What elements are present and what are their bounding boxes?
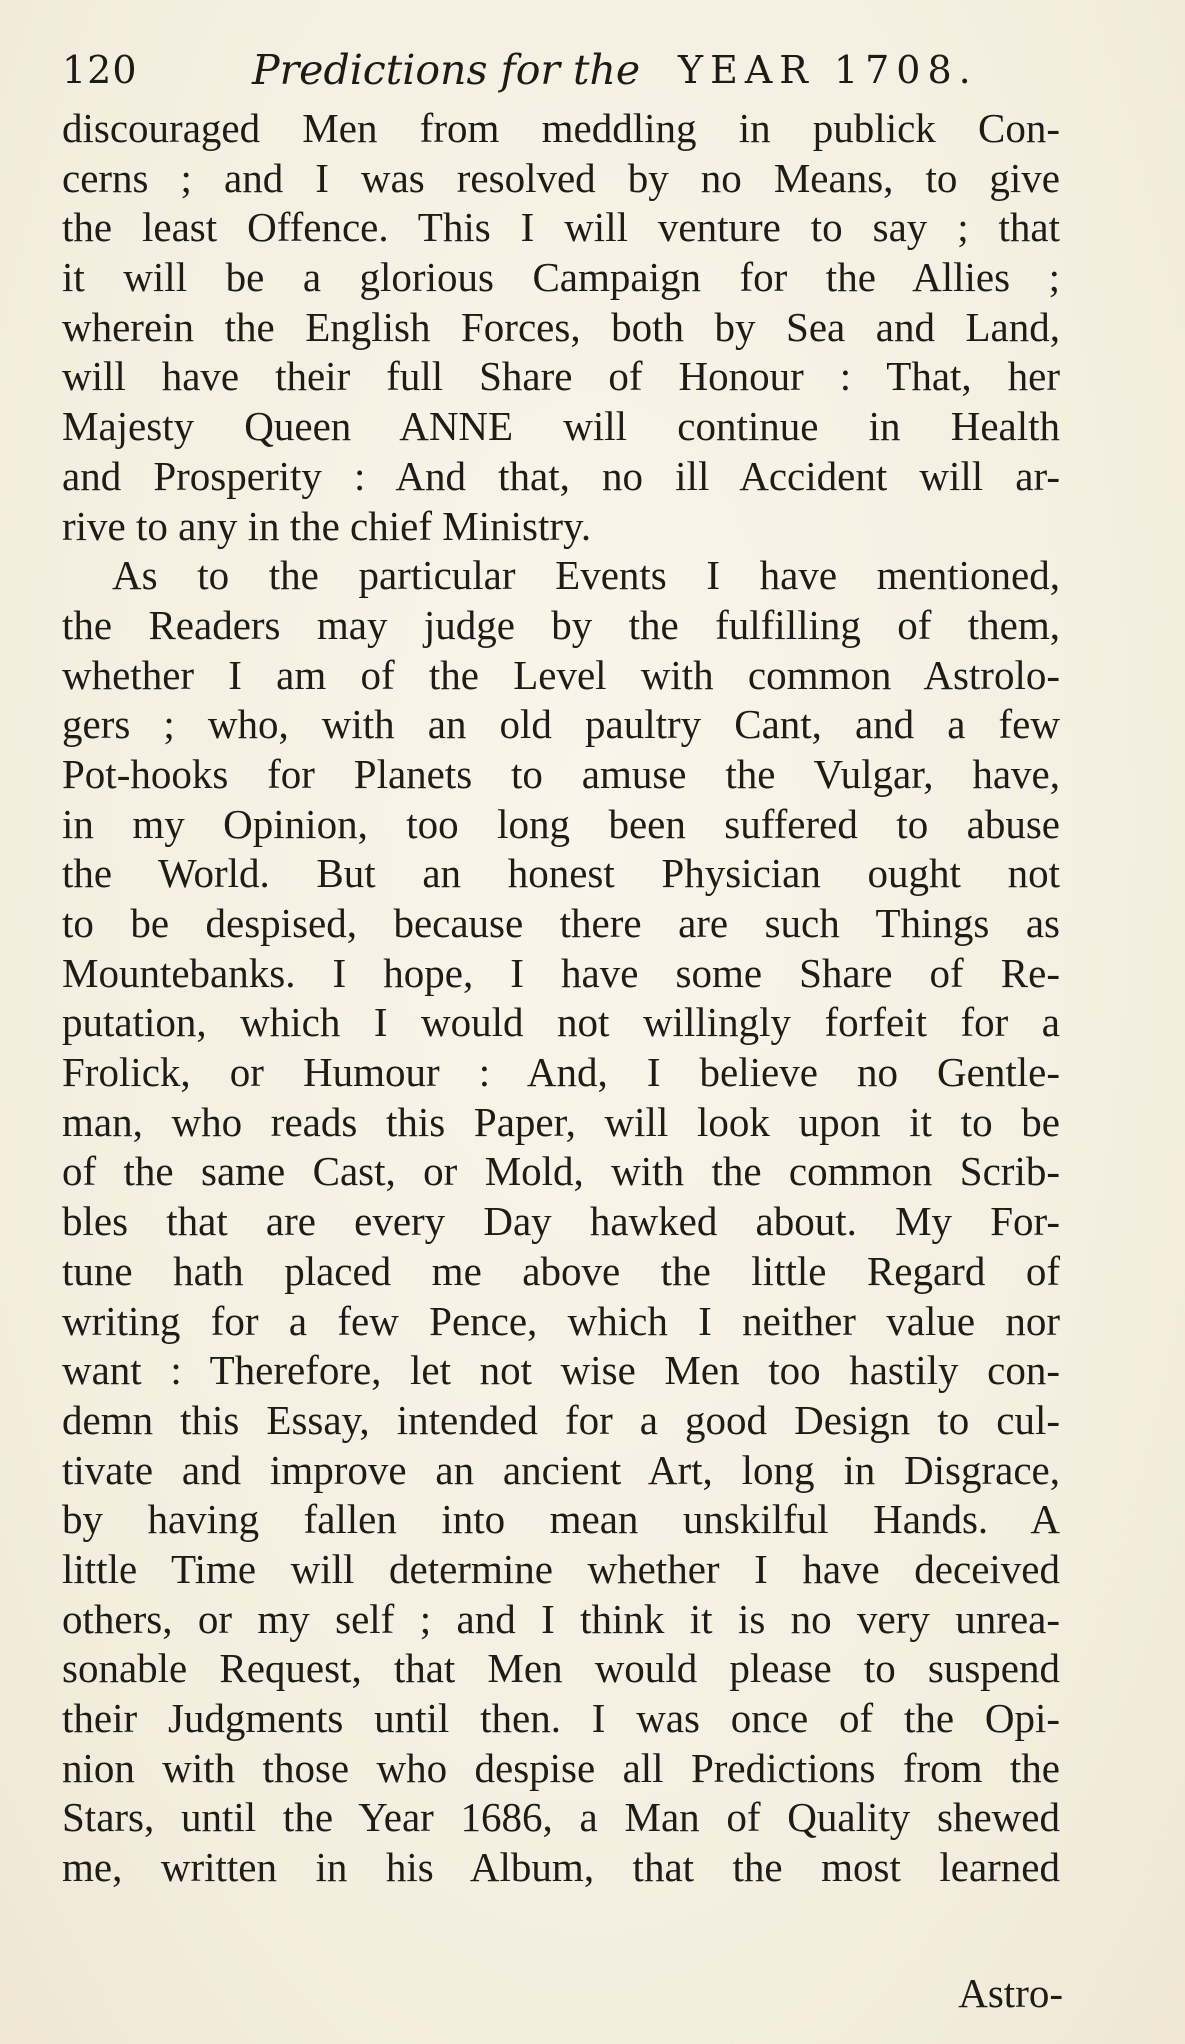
- text-line: in my Opinion, too long been suffered to abuse: [62, 800, 1060, 847]
- text-line: Pot-hooks for Planets to amuse the Vulgar, have,: [62, 750, 1060, 797]
- text-line: and Prosperity : And that, no ill Accident will ar-: [62, 452, 1060, 499]
- text-line: Majesty Queen ANNE will continue in Health: [62, 403, 1060, 450]
- text-line: Stars, until the Year 1686, a Man of Quality shewed: [62, 1794, 1060, 1841]
- text-line: the World. But an honest Physician ought not: [62, 850, 1060, 897]
- body-text: [62, 104, 1060, 1893]
- text-line: their Judgments until then. I was once of the Opi-: [62, 1695, 1060, 1741]
- text-line: sonable Request, that Men would please to suspend: [62, 1645, 1060, 1692]
- text-line: gers ; who, with an old paultry Cant, and a few: [62, 701, 1060, 748]
- text-line: cerns ; and I was resolved by no Means, to give: [62, 154, 1060, 201]
- catchword: Astro-: [958, 1970, 1063, 2016]
- text-line: bles that are every Day hawked about. My For-: [62, 1198, 1060, 1245]
- text-line: of the same Cast, or Mold, with the common Scrib-: [62, 1148, 1060, 1195]
- text-line: the least Offence. This I will venture to say ; that: [62, 204, 1060, 251]
- text-line: writing for a few Pence, which I neither value nor: [62, 1297, 1060, 1344]
- text-line: to be despised, because there are such Things as: [62, 900, 1060, 946]
- text-line: demn this Essay, intended for a good Design to cul-: [62, 1396, 1060, 1443]
- text-line: little Time will determine whether I have deceived: [62, 1545, 1060, 1592]
- text-line: rive to any in the chief Ministry.: [62, 502, 592, 549]
- text-line: the Readers may judge by the fulfilling of them,: [62, 601, 1060, 648]
- text-line: others, or my self ; and I think it is no very unrea-: [62, 1595, 1060, 1642]
- text-line: whether I am of the Level with common Astrolo-: [62, 651, 1060, 698]
- running-year: YEAR 1708.: [678, 48, 978, 92]
- text-line: Frolick, or Humour : And, I believe no Gentle-: [62, 1049, 1060, 1096]
- text-line: want : Therefore, let not wise Men too hastily con-: [62, 1347, 1060, 1394]
- text-line: As to the particular Events I have mentioned,: [112, 552, 1060, 599]
- text-line: Mountebanks. I hope, I have some Share of Re-: [62, 949, 1060, 996]
- text-line: by having fallen into mean unskilful Hands. A: [62, 1496, 1060, 1543]
- running-header: [62, 46, 1062, 106]
- page-number: 120: [62, 48, 138, 92]
- text-line: tivate and improve an ancient Art, long in Disgrace,: [62, 1446, 1060, 1493]
- text-line: man, who reads this Paper, will look upon it to be: [62, 1098, 1060, 1145]
- text-line: me, written in his Album, that the most learned: [62, 1844, 1060, 1891]
- running-title: Predictions for the: [252, 46, 641, 94]
- text-line: discouraged Men from meddling in publick Con-: [62, 105, 1060, 151]
- text-line: putation, which I would not willingly forfeit for a: [62, 999, 1060, 1046]
- text-line: tune hath placed me above the little Regard of: [62, 1247, 1060, 1294]
- text-line: will have their full Share of Honour : That, her: [62, 353, 1060, 400]
- text-line: it will be a glorious Campaign for the Allies ;: [62, 254, 1060, 301]
- text-line: nion with those who despise all Predictions from the: [62, 1744, 1060, 1791]
- text-line: wherein the English Forces, both by Sea and Land,: [62, 303, 1060, 350]
